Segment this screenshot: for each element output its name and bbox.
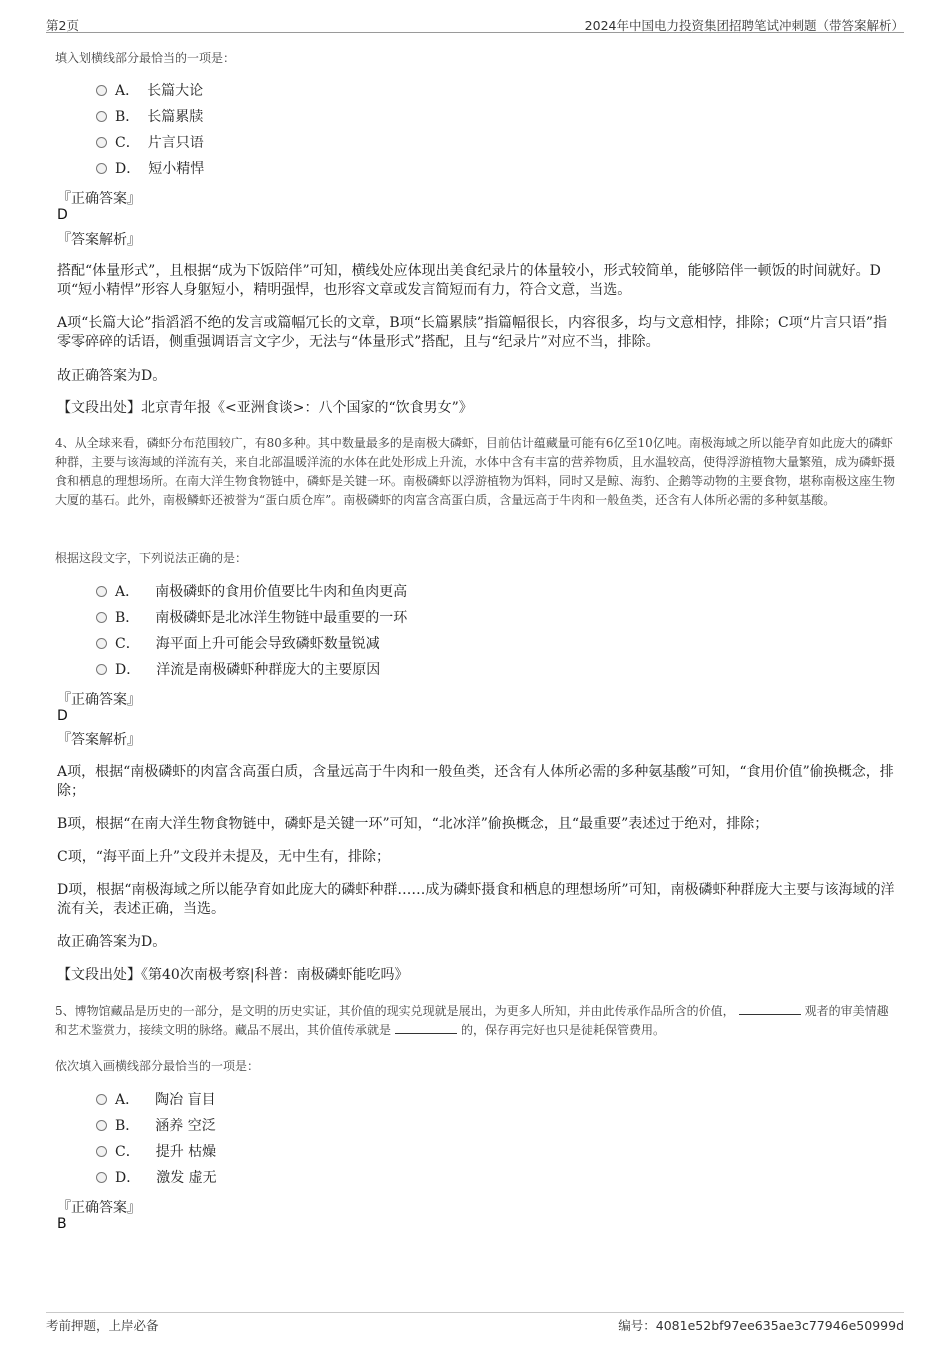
q5-option-c[interactable]: C． 提升 枯燥 xyxy=(96,1142,216,1162)
radio-icon[interactable] xyxy=(96,638,107,649)
document-code: 编号：4081e52bf97ee635ae3c77946e50999d xyxy=(618,1318,904,1333)
q5-passage: 5、博物馆藏品是历史的一部分，是文明的历史实证，其价值的现实兑现就是展出，为更多人所知，并由此传承作品所含的价值， 观者的审美情趣和艺术鉴赏力，接续文明的脉络。藏品不展出，其价值传承就是 的，保存再完好也只是徒耗保管费用。 xyxy=(55,1004,889,1037)
q4-option-c[interactable]: C． 海平面上升可能会导致磷虾数量锐减 xyxy=(96,634,380,654)
q4-answer-label: 『正确答案』 xyxy=(57,692,141,708)
q3-option-d[interactable]: D． 短小精悍 xyxy=(96,159,204,179)
q5-answer-label: 『正确答案』 xyxy=(57,1200,141,1216)
q5-option-b[interactable]: B． 涵养 空泛 xyxy=(96,1116,216,1136)
q3-prompt: 填入划横线部分最恰当的一项是： xyxy=(55,51,236,65)
q3-option-a[interactable]: A． 长篇大论 xyxy=(96,81,203,101)
radio-icon[interactable] xyxy=(96,163,107,174)
q4-source: 【文段出处】《第40次南极考察|科普：南极磷虾能吃吗》 xyxy=(57,967,409,983)
q4-analysis-para-4: D项，根据“南极海域之所以能孕育如此庞大的磷虾种群……成为磷虾摄食和栖息的理想场所”可知，南极磷虾种群庞大主要与该海域的洋流有关，表述正确，当选。 xyxy=(57,882,895,917)
q3-source: 【文段出处】北京青年报《<亚洲食谈>：八个国家的“饮食男女”》 xyxy=(57,400,473,416)
q3-option-b[interactable]: B． 长篇累牍 xyxy=(96,107,203,127)
q3-analysis-label: 『答案解析』 xyxy=(57,232,141,248)
q4-option-d[interactable]: D． 洋流是南极磷虾种群庞大的主要原因 xyxy=(96,660,380,680)
page-number: 第2页 xyxy=(46,18,79,33)
q4-analysis-para-1: A项，根据“南极磷虾的肉富含高蛋白质，含量远高于牛肉和一般鱼类，还含有人体所必需的多种氨基酸”可知，“食用价值”偷换概念，排除； xyxy=(57,764,894,799)
radio-icon[interactable] xyxy=(96,612,107,623)
q4-analysis-para-3: C项，“海平面上升”文段并未提及，无中生有，排除； xyxy=(57,849,391,865)
radio-icon[interactable] xyxy=(96,1146,107,1157)
q4-option-a[interactable]: A． 南极磷虾的食用价值要比牛肉和鱼肉更高 xyxy=(96,582,407,602)
q3-answer-label: 『正确答案』 xyxy=(57,191,141,207)
radio-icon[interactable] xyxy=(96,1094,107,1105)
q5-prompt: 依次填入画横线部分最恰当的一项是： xyxy=(55,1059,260,1073)
q4-prompt: 根据这段文字，下列说法正确的是： xyxy=(55,551,248,565)
q5-option-a[interactable]: A． 陶冶 盲目 xyxy=(96,1090,216,1110)
fill-blank-2 xyxy=(395,1021,457,1034)
q5-answer: B xyxy=(57,1216,67,1232)
radio-icon[interactable] xyxy=(96,664,107,675)
radio-icon[interactable] xyxy=(96,137,107,148)
q4-analysis-para-5: 故正确答案为D。 xyxy=(57,934,167,950)
q4-analysis-label: 『答案解析』 xyxy=(57,732,141,748)
page-footer xyxy=(46,1312,904,1335)
q3-analysis-para-2: A项“长篇大论”指滔滔不绝的发言或篇幅冗长的文章，B项“长篇累牍”指篇幅很长，内容很多，均与文意相悖，排除；C项“片言只语”指零零碎碎的话语，侧重强调语言文字少，无法与“体量形式”搭配，且与“纪录片”对应不当，排除。 xyxy=(57,315,888,350)
q4-option-b[interactable]: B． 南极磷虾是北冰洋生物链中最重要的一环 xyxy=(96,608,407,628)
q4-analysis-para-2: B项，根据“在南大洋生物食物链中，磷虾是关键一环”可知，“北冰洋”偷换概念，且“最重要”表述过于绝对，排除； xyxy=(57,816,769,832)
radio-icon[interactable] xyxy=(96,1172,107,1183)
q3-analysis-para-1: 搭配“体量形式”，且根据“成为下饭陪伴”可知，横线处应体现出美食纪录片的体量较小，形式较简单，能够陪伴一顿饭的时间就好。D项“短小精悍”形容人身躯短小，精明强悍，也形容文章或发言简短而有力，符合文意，当选。 xyxy=(57,263,881,298)
fill-blank-1 xyxy=(739,1002,801,1015)
q3-analysis-para-3: 故正确答案为D。 xyxy=(57,368,167,384)
footer-slogan: 考前押题，上岸必备 xyxy=(46,1318,159,1333)
q4-answer: D xyxy=(57,708,68,724)
q3-option-c[interactable]: C． 片言只语 xyxy=(96,133,204,153)
q5-option-d[interactable]: D． 激发 虚无 xyxy=(96,1168,217,1188)
radio-icon[interactable] xyxy=(96,85,107,96)
radio-icon[interactable] xyxy=(96,1120,107,1131)
page-header xyxy=(46,14,904,33)
radio-icon[interactable] xyxy=(96,586,107,597)
q4-passage: 4、从全球来看，磷虾分布范围较广，有80多种。其中数量最多的是南极大磷虾，目前估计蕴藏量可能有6亿至10亿吨。南极海域之所以能孕育如此庞大的磷虾种群，主要与该海域的洋流有关，来自北部温暖洋流的水体在此处形成上升流，水体中含有丰富的营养物质，且水温较高，使得浮游植物大量繁殖，成为磷虾摄食和栖息的理想场所。在南大洋生物食物链中，磷虾是关键一环。南极磷虾以浮游植物为饵料，同时又是鲸、海豹、企鹅等动物的主要食物，堪称南极这座生物大厦的基石。此外，南极鳞虾还被誉为“蛋白质仓库”。南极磷虾的肉富含高蛋白质，含量远高于牛肉和一般鱼类，还含有人体所必需的多种氨基酸。 xyxy=(55,436,896,507)
document-title: 2024年中国电力投资集团招聘笔试冲刺题（带答案解析） xyxy=(584,18,904,33)
q3-answer: D xyxy=(57,207,68,223)
radio-icon[interactable] xyxy=(96,111,107,122)
